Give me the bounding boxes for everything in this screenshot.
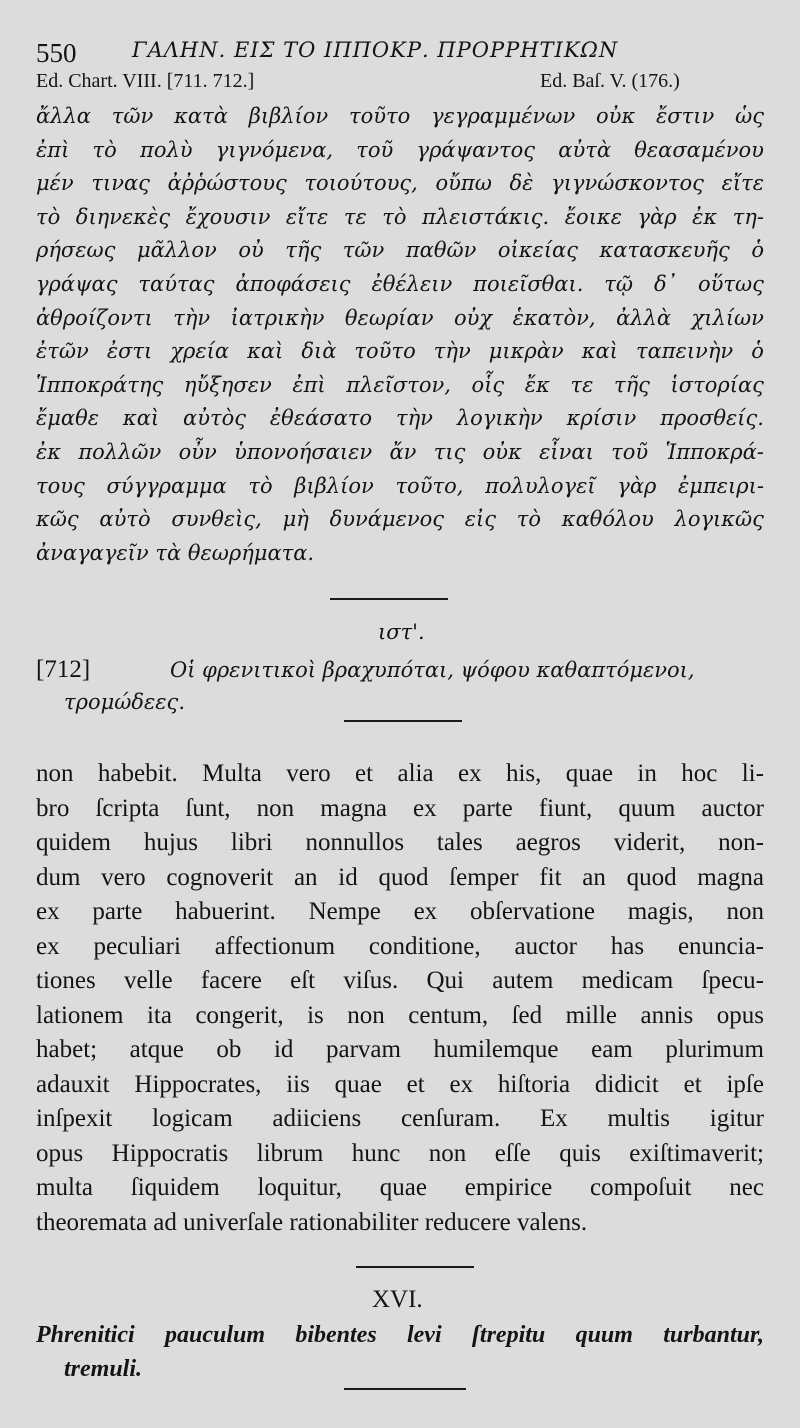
text-line: ἔμαθε καὶ αὐτὸς ἐθεάσατο τὴν λογικὴν κρίσιν προσθείς. bbox=[36, 406, 764, 431]
text-line: Ἱπποκράτης ηὔξησεν ἐπὶ πλεῖστον, οἷς ἔκ τε τῆς ἱστορίας bbox=[36, 372, 764, 397]
text-line: ἀθροίζοντι τὴν ἰατρικὴν θεωρίαν οὐχ ἑκατὸν, ἀλλὰ χιλίων bbox=[36, 305, 764, 330]
running-title: ΓΑΛΗΝ. ΕΙΣ ΤΟ ΙΠΠΟΚΡ. ΠΡΟΡΡΗΤΙΚΩΝ bbox=[132, 38, 619, 62]
text-line: ἄλλα τῶν κατὰ βιβλίον τοῦτο γεγραμμένων οὐκ ἔστιν ὡς bbox=[36, 104, 764, 128]
aphorism-latin-line2: tremuli. bbox=[64, 1356, 143, 1382]
text-line: tiones velle facere eſt viſus. Qui autem medicam ſpecu- bbox=[36, 967, 764, 994]
text-line: τους σύγγραμμα τὸ βιβλίον τοῦτο, πολυλογεῖ γὰρ ἐμπειρι- bbox=[36, 473, 764, 498]
section-rule-bottom-latin bbox=[344, 1388, 466, 1390]
section-number-latin: XVI. bbox=[372, 1286, 423, 1313]
aphorism-greek-line1: Οἱ φρενιτικοὶ βραχυπόται, ψόφου καθαπτόμενοι, bbox=[170, 658, 695, 682]
aphorism-greek-line2: τρομώδεες. bbox=[64, 690, 185, 714]
text-line: bro ſcripta ſunt, non magna ex parte fiunt, quum auctor bbox=[36, 794, 764, 822]
text-line: ex peculiari affectionum conditione, auctor has enuncia- bbox=[36, 932, 764, 960]
section-rule-top bbox=[330, 598, 448, 600]
greek-paragraph bbox=[36, 100, 764, 570]
text-line: τὸ διηνεκὲς ἔχουσιν εἴτε τε τὸ πλειστάκις. ἔοικε γὰρ ἐκ τη- bbox=[36, 204, 764, 229]
text-line: dum vero cognoverit an id quod ſemper fit an quod magna bbox=[36, 863, 764, 891]
text-line: μέν τινας ἀῤῥώστους τοιούτους, οὔπω δὲ γιγνώσκοντος εἴτε bbox=[36, 171, 764, 196]
text-line: opus Hippocratis librum hunc non eſſe quis exiſtimaverit; bbox=[36, 1139, 764, 1167]
text-line: ἐπὶ τὸ πολὺ γιγνόμενα, τοῦ γράψαντος αὐτὰ θεασαμένου bbox=[36, 137, 764, 162]
edition-ref-left: Ed. Chart. VIII. [711. 712.] bbox=[36, 70, 255, 92]
text-line: ρήσεως μᾶλλον οὐ τῆς τῶν παθῶν οἰκείας κατασκευῆς ὁ bbox=[36, 238, 764, 263]
text-line: ἀναγαγεῖν τὰ θεωρήματα. bbox=[36, 540, 315, 565]
section-rule-bottom bbox=[344, 720, 462, 722]
section-number-greek: ιστ'. bbox=[378, 620, 425, 644]
text-line: ex parte habuerint. Nempe ex obſervatione magis, non bbox=[36, 898, 764, 925]
aphorism-latin-line1: Phrenitici pauculum bibentes levi ſtrepitu quum turbantur, bbox=[36, 1322, 764, 1348]
text-line: quidem hujus libri nonnullos tales aegros viderit, non- bbox=[36, 829, 764, 856]
section-rule-top-latin bbox=[356, 1266, 474, 1268]
edition-ref-right: Ed. Baſ. V. (176.) bbox=[540, 70, 680, 92]
aphorism-ref: [712] bbox=[36, 656, 91, 683]
text-line: inſpexit logicam adiiciens cenſuram. Ex multis igitur bbox=[36, 1105, 764, 1132]
text-line: ἐτῶν ἐστι χρεία καὶ διὰ τοῦτο τὴν μικρὰν καὶ ταπεινὴν ὁ bbox=[36, 339, 764, 364]
text-line: habet; atque ob id parvam humilemque eam plurimum bbox=[36, 1036, 764, 1063]
text-line: lationem ita congerit, is non centum, ſed mille annis opus bbox=[36, 1001, 764, 1029]
latin-paragraph bbox=[36, 757, 764, 1240]
text-line: non habebit. Multa vero et alia ex his, quae in hoc li- bbox=[36, 760, 764, 787]
text-line: theoremata ad univerſale rationabiliter reducere valens. bbox=[36, 1208, 588, 1236]
text-line: adauxit Hippocrates, iis quae et ex hiſtoria didicit et ipſe bbox=[36, 1070, 764, 1098]
page-number: 550 bbox=[36, 38, 77, 68]
text-line: γράψας ταύτας ἀποφάσεις ἐθέλειν ποιεῖσθαι. τῷ δ᾽ οὕτως bbox=[36, 271, 764, 296]
text-line: κῶς αὐτὸ συνθεὶς, μὴ δυνάμενος εἰς τὸ καθόλου λογικῶς bbox=[36, 507, 764, 532]
text-line: multa ſiquidem loquitur, quae empirice compoſuit nec bbox=[36, 1174, 764, 1201]
text-line: ἐκ πολλῶν οὖν ὑπονοήσαιεν ἄν τις οὐκ εἶναι τοῦ Ἱπποκρά- bbox=[36, 439, 764, 464]
